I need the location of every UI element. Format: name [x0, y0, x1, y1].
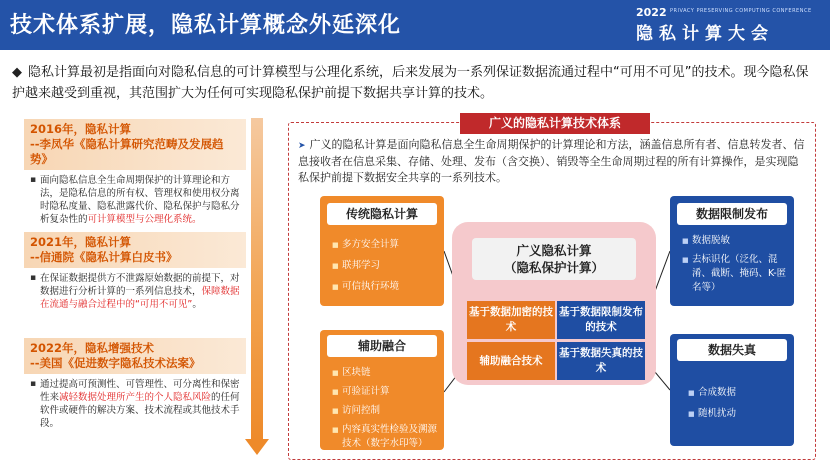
conference-logo: [636, 6, 816, 46]
list-item: ■ 合成数据: [688, 386, 788, 400]
timeline-arrow-icon: [245, 439, 269, 455]
box-list: [682, 234, 790, 300]
timeline-text-plain: 通过提高可预测性、可管理性、可分离性和保密性来: [40, 379, 240, 403]
auxiliary-fusion-box: [320, 330, 444, 450]
box-title: 数据限制发布: [677, 203, 787, 225]
box-title: 辅助融合: [327, 335, 437, 357]
timeline-entry-body: [24, 170, 246, 226]
intro-text: 隐私计算最初是指面向对隐私信息的可计算模型与公理化系统，后来发展为一系列保证数据流通过程中“可用不可见”的技术。现今隐私保护越来越受到重视，其范围扩大为任何可实现隐私保护前提下数据共享计算的技术。: [12, 65, 809, 101]
page-title: 技术体系扩展，隐私计算概念外延深化: [10, 13, 402, 38]
conference-year: 2022: [636, 6, 667, 19]
list-item: ■ 内容真实性检验及溯源技术（数字水印等）: [332, 423, 440, 451]
center-title-line1: 广义隐私计算: [516, 243, 592, 258]
box-title: 传统隐私计算: [327, 203, 437, 225]
conference-subtitle: PRIVACY PRESERVING COMPUTING CONFERENCE: [670, 8, 812, 14]
quadrant-distortion: 基于数据失真的技术: [557, 342, 645, 380]
timeline-entry-header: [24, 338, 246, 374]
box-list: [688, 386, 788, 428]
timeline-year-title: 2021年，隐私计算: [30, 235, 132, 249]
timeline-entry-text: [30, 378, 244, 430]
list-item: ■ 联邦学习: [332, 259, 440, 273]
timeline-bar: [251, 118, 263, 441]
timeline-source: --信通院《隐私计算白皮书》: [30, 250, 178, 264]
header-bar: [0, 0, 830, 50]
timeline-entry-body: [24, 268, 246, 311]
timeline-year-title: 2022年，隐私增强技术: [30, 341, 155, 355]
timeline-entry-body: [24, 374, 246, 430]
timeline-source: --美国《促进数字隐私技术法案》: [30, 356, 201, 370]
timeline-entry-header: [24, 232, 246, 268]
timeline-text-highlight: 减轻数据处理所产生的个人隐私风险: [59, 392, 212, 403]
box-list: [332, 238, 440, 301]
quadrant-auxiliary: 辅助融合技术: [467, 342, 555, 380]
center-diagram-title: [472, 238, 636, 280]
timeline-text-highlight: 保障数据在流通与融合过程中的“可用不可见”: [40, 286, 240, 310]
timeline-entry-2022: [24, 338, 246, 430]
list-item: ■ 访问控制: [332, 404, 440, 418]
timeline-text-plain: 面向隐私信息全生命周期保护的计算理论和方法，是隐私信息的所有权、管理权和使用权分离时隐私度量、隐私泄露代价、隐私保护与隐私分析复杂性的: [40, 175, 240, 225]
limited-release-box: [670, 196, 794, 306]
panel-description-text: 广义的隐私计算是面向隐私信息全生命周期保护的计算理论和方法，涵盖信息所有者、信息转发者、信息接收者在信息采集、存储、处理、发布（含交换）、销毁等全生命周期过程的所有计算操作，是实现隐私保护前提下数据安全共享的一系列技术。: [298, 138, 805, 184]
list-item: ■ 区块链: [332, 366, 440, 380]
list-item: ■ 可信执行环境: [332, 280, 440, 294]
timeline-entry-text: [30, 272, 244, 311]
distortion-box: [670, 334, 794, 446]
timeline-text-after: 。: [192, 299, 202, 310]
traditional-computing-box: [320, 196, 444, 306]
timeline-entry-text: [30, 174, 244, 226]
timeline-source: --李凤华《隐私计算研究范畴及发展趋势》: [30, 137, 224, 166]
timeline-entry-header: [24, 119, 246, 170]
panel-description: [298, 137, 808, 186]
list-item: ■ 可验证计算: [332, 385, 440, 399]
timeline-text-after: 的任何软件或硬件的解决方案、技术流程或其他技术手段。: [40, 392, 240, 429]
quadrant-limited-release: 基于数据限制发布的技术: [557, 301, 645, 339]
timeline-entry-2016: [24, 119, 246, 226]
timeline-text-plain: 在保证数据提供方不泄露原始数据的前提下，对数据进行分析计算的一系列信息技术，: [40, 273, 240, 297]
conference-name: 隐私计算大会: [636, 24, 774, 44]
list-item: ■ 数据脱敏: [682, 234, 790, 248]
list-item: ■ 随机扰动: [688, 407, 788, 421]
timeline-entry-2021: [24, 232, 246, 311]
timeline-year-title: 2016年，隐私计算: [30, 122, 132, 136]
timeline-text-highlight: 可计算模型与公理化系统。: [87, 214, 202, 225]
intro-paragraph: [12, 62, 820, 104]
box-list: [332, 366, 440, 456]
quadrant-encryption: 基于数据加密的技术: [467, 301, 555, 339]
box-title: 数据失真: [677, 339, 787, 361]
center-title-line2: （隐私保护计算）: [503, 260, 604, 275]
list-item: ■ 多方安全计算: [332, 238, 440, 252]
diamond-bullet-icon: ◆: [12, 65, 22, 80]
panel-title: 广义的隐私计算技术体系: [460, 113, 650, 134]
arrow-bullet-icon: ➤: [298, 141, 306, 151]
list-item: ■ 去标识化（泛化、混淆、截断、掩码、K-匿名等）: [682, 253, 790, 295]
